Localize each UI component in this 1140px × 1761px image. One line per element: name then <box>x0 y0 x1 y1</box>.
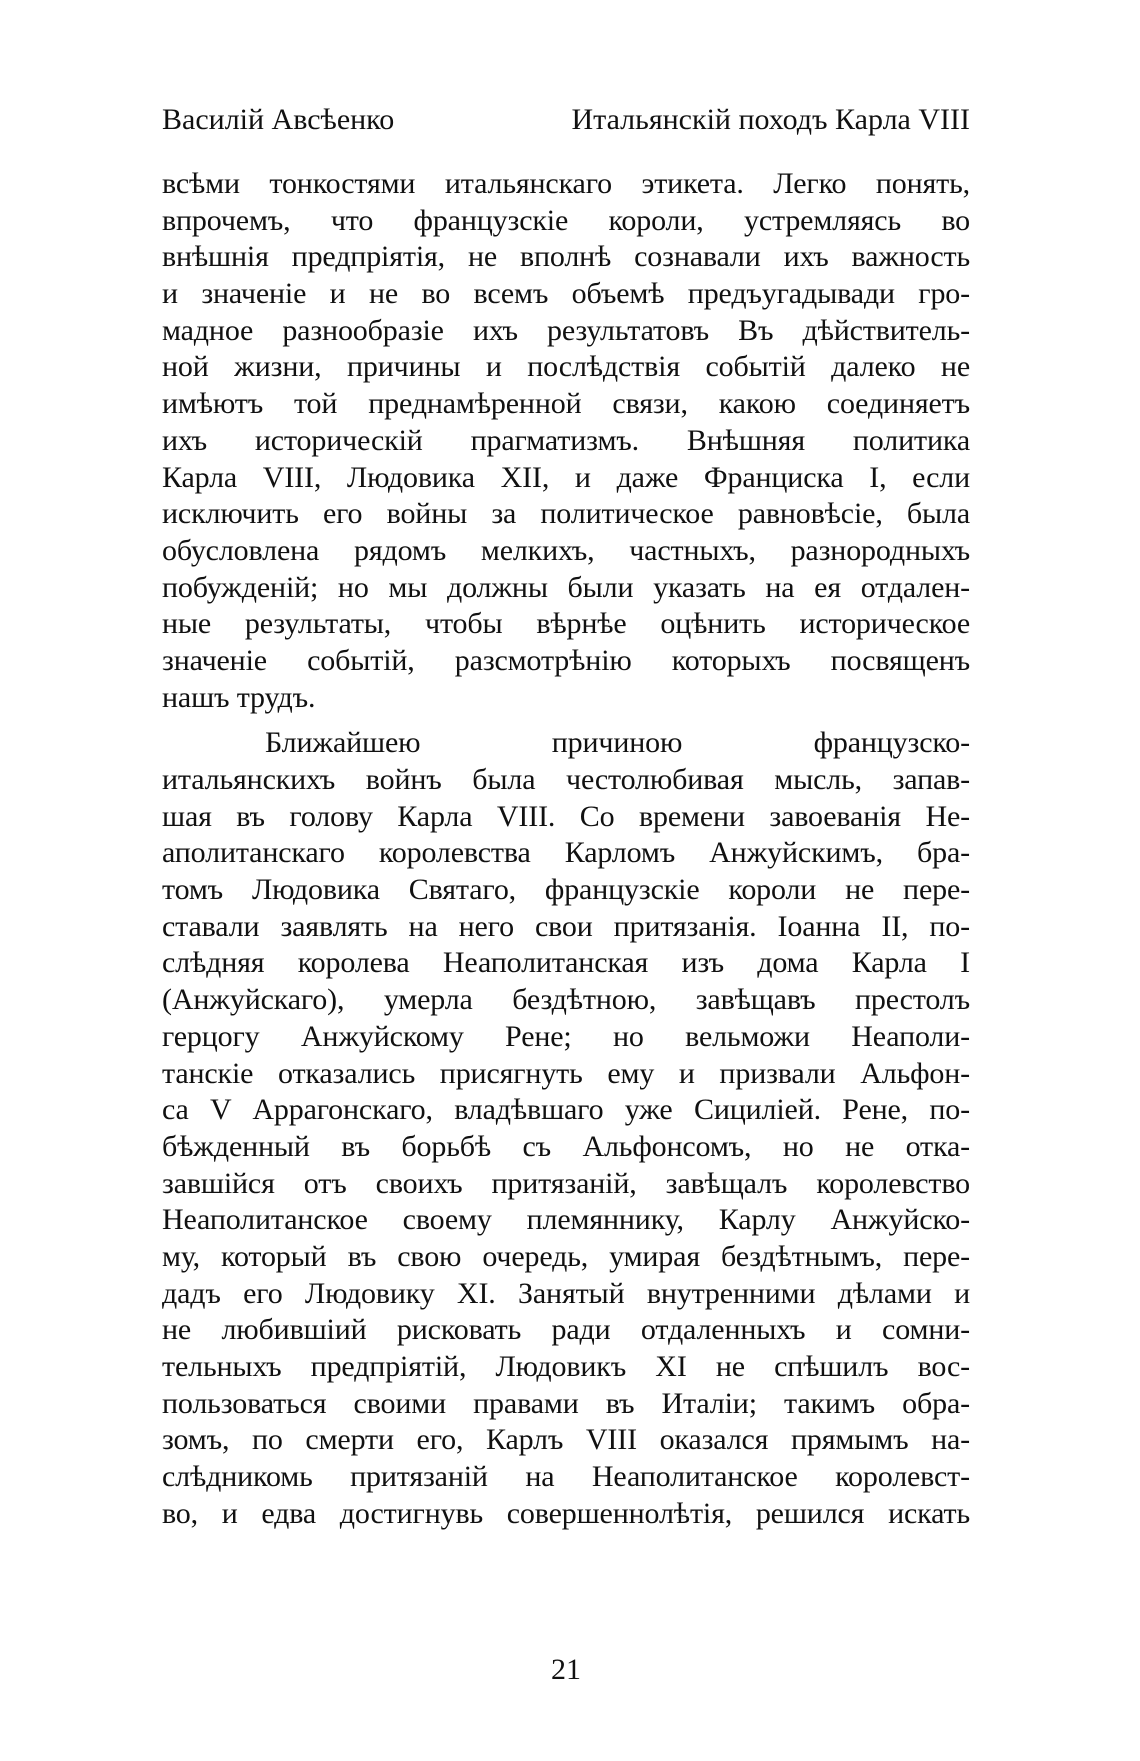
text-line: и значеніе и не во всемъ объемѣ предъугадывади гро- <box>162 277 970 311</box>
text-line: во, и едва достигнувь совершеннолѣтія, решился искать <box>162 1496 970 1530</box>
text-line: дадъ его Людовику XI. Занятый внутренними дѣлами и <box>162 1276 970 1310</box>
text-line: зомъ, по смерти его, Карлъ VIII оказался прямымъ на- <box>162 1423 970 1457</box>
text-line: ихъ историческій прагматизмъ. Внѣшняя политика <box>162 423 970 457</box>
paragraph <box>162 166 970 716</box>
text-line: слѣдняя королева Неаполитанская изъ дома Карла I <box>162 946 970 980</box>
text-line: завшійся отъ своихъ притязаній, завѣщалъ королевство <box>162 1166 970 1200</box>
text-line: Неаполитанское своему племяннику, Карлу Анжуйско- <box>162 1203 970 1237</box>
text-line: герцогу Анжуйскому Рене; но вельможи Неаполи- <box>162 1019 970 1053</box>
paragraph <box>162 725 970 1532</box>
text-line: слѣдникомь притязаній на Неаполитанское королевст- <box>162 1460 970 1494</box>
text-line: впрочемъ, что французскіе короли, устремляясь во <box>162 203 970 237</box>
text-line: всѣми тонкостями итальянскаго этикета. Легко понять, <box>162 167 970 200</box>
text-line: томъ Людовика Святаго, французскіе короли не пере- <box>162 873 970 907</box>
text-line: Ближайшею причиною французско- <box>265 726 970 760</box>
text-line: имѣютъ той преднамѣренной связи, какою соединяетъ <box>162 387 970 421</box>
running-head-title: Итальянскій походъ Карла VIII <box>571 103 970 136</box>
text-line: обусловлена рядомъ мелкихъ, частныхъ, разнородныхъ <box>162 533 970 567</box>
text-line: внѣшнія предпріятія, не вполнѣ сознавали ихъ важность <box>162 240 970 274</box>
text-line: нашъ трудъ. <box>162 680 316 714</box>
text-line: шая въ голову Карла VIII. Со времени завоеванія Не- <box>162 799 970 833</box>
text-line: ной жизни, причины и послѣдствія событій далеко не <box>162 350 970 384</box>
text-line: танскіе отказались присягнуть ему и призвали Альфон- <box>162 1056 970 1090</box>
text-line: му, который въ свою очередь, умирая бездѣтнымъ, пере- <box>162 1239 970 1273</box>
running-head-author: Василій Авсѣенко <box>162 103 395 136</box>
text-line: тельныхъ предпріятій, Людовикъ XI не спѣшилъ вос- <box>162 1350 970 1383</box>
text-line: не любившіий рисковать ради отдаленныхъ и сомни- <box>162 1313 970 1347</box>
text-line: аполитанскаго королевства Карломъ Анжуйскимъ, бра- <box>162 836 970 870</box>
text-line: значеніе событій, разсмотрѣнію которыхъ посвященъ <box>162 643 970 677</box>
book-page <box>162 0 970 1761</box>
text-line: мадное разнообразіе ихъ результатовъ Въ дѣйствитель- <box>162 313 970 347</box>
body-text <box>162 166 970 1532</box>
text-line: побужденій; но мы должны были указать на ея отдален- <box>162 570 970 604</box>
text-line: пользоваться своими правами въ Италіи; такимъ обра- <box>162 1386 970 1420</box>
text-line: са V Аррагонскаго, владѣвшаго уже Сициліей. Рене, по- <box>162 1093 970 1127</box>
paragraph-gap <box>162 716 970 725</box>
text-line: ставали заявлять на него свои притязанія. Іоанна II, по- <box>162 909 970 943</box>
text-line: бѣжденный въ борьбѣ съ Альфонсомъ, но не отка- <box>162 1129 970 1163</box>
text-line: Карла VIII, Людовика XII, и даже Франциска I, если <box>162 460 970 494</box>
text-line: итальянскихъ войнъ была честолюбивая мысль, запав- <box>162 763 970 796</box>
text-line: исключить его войны за политическое равновѣсіе, была <box>162 497 970 531</box>
page-number: 21 <box>551 1653 581 1686</box>
text-line: (Анжуйскаго), умерла бездѣтною, завѣщавъ престолъ <box>162 983 970 1017</box>
running-head <box>162 100 970 140</box>
text-line: ные результаты, чтобы вѣрнѣе оцѣнить историческое <box>162 607 970 641</box>
